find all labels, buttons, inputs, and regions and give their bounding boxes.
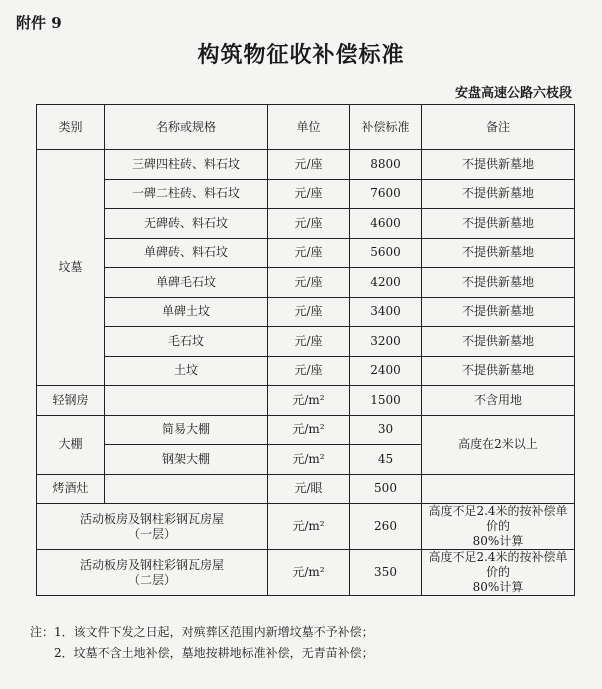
item-rate: 2400 [350, 356, 422, 386]
category-grave: 坟墓 [37, 150, 105, 386]
note-2: 2．坟墓不含土地补偿，墓地按耕地标准补偿，无青苗补偿； [54, 646, 374, 660]
item-name [105, 386, 268, 416]
item-note: 不提供新墓地 [422, 268, 575, 298]
annex-label: 附件 9 [16, 14, 62, 32]
note-line1: 高度不足2.4米的按补偿单价的 [428, 504, 568, 533]
item-rate: 7600 [350, 179, 422, 209]
item-unit: 元/m² [268, 504, 350, 550]
table-row [37, 386, 575, 416]
table-row [37, 179, 575, 209]
item-rate: 30 [350, 415, 422, 445]
item-note: 不含用地 [422, 386, 575, 416]
header-rate: 补偿标准 [350, 105, 422, 150]
table-row [37, 415, 575, 445]
item-note: 不提供新墓地 [422, 179, 575, 209]
item-note [422, 504, 575, 550]
item-name: 单碑砖、料石坟 [105, 238, 268, 268]
item-note: 不提供新墓地 [422, 238, 575, 268]
activity-room-line2: （二层） [127, 572, 176, 587]
note-line2: 80%计算 [472, 580, 524, 594]
item-name: 单碑土坟 [105, 297, 268, 327]
item-unit: 元/座 [268, 238, 350, 268]
category-distillery: 烤酒灶 [37, 474, 105, 504]
item-note: 不提供新墓地 [422, 209, 575, 239]
page-title: 构筑物征收补偿标准 [197, 42, 405, 68]
item-rate: 4200 [350, 268, 422, 298]
item-note: 不提供新墓地 [422, 150, 575, 180]
notes [30, 622, 374, 664]
table-row [37, 327, 575, 357]
header-name: 名称或规格 [105, 105, 268, 150]
table-row [37, 550, 575, 596]
item-rate: 260 [350, 504, 422, 550]
table-row [37, 474, 575, 504]
table-row [37, 356, 575, 386]
item-rate: 3200 [350, 327, 422, 357]
header-note: 备注 [422, 105, 575, 150]
note-line2: 80%计算 [472, 534, 524, 548]
header-category: 类别 [37, 105, 105, 150]
activity-room-line1: 活动板房及钢柱彩钢瓦房屋 [79, 557, 224, 572]
item-unit: 元/m² [268, 550, 350, 596]
item-rate: 1500 [350, 386, 422, 416]
item-name [105, 474, 268, 504]
item-unit: 元/座 [268, 179, 350, 209]
item-unit: 元/座 [268, 150, 350, 180]
item-name: 毛石坟 [105, 327, 268, 357]
item-name: 一碑二柱砖、料石坟 [105, 179, 268, 209]
item-note [422, 474, 575, 504]
table-row [37, 150, 575, 180]
item-rate: 8800 [350, 150, 422, 180]
item-rate: 3400 [350, 297, 422, 327]
item-unit: 元/m² [268, 386, 350, 416]
category-light-steel: 轻钢房 [37, 386, 105, 416]
item-name: 钢架大棚 [105, 445, 268, 475]
item-name: 单碑毛石坟 [105, 268, 268, 298]
item-unit: 元/座 [268, 209, 350, 239]
table-row [37, 238, 575, 268]
item-unit: 元/m² [268, 415, 350, 445]
item-name: 无碑砖、料石坟 [105, 209, 268, 239]
item-unit: 元/m² [268, 445, 350, 475]
item-rate: 4600 [350, 209, 422, 239]
table-row [37, 504, 575, 550]
section-label: 安盘高速公路六枝段 [454, 86, 572, 101]
item-unit: 元/座 [268, 297, 350, 327]
item-name: 简易大棚 [105, 415, 268, 445]
item-unit: 元/座 [268, 327, 350, 357]
category-greenhouse: 大棚 [37, 415, 105, 474]
item-unit: 元/眼 [268, 474, 350, 504]
note-1: 注：1．该文件下发之日起，对殡葬区范围内新增坟墓不予补偿； [30, 625, 374, 639]
note-line1: 高度不足2.4米的按补偿单价的 [428, 550, 568, 579]
item-note: 不提供新墓地 [422, 356, 575, 386]
item-note: 不提供新墓地 [422, 327, 575, 357]
table-row [37, 268, 575, 298]
item-note [422, 550, 575, 596]
item-unit: 元/座 [268, 268, 350, 298]
item-rate: 350 [350, 550, 422, 596]
activity-room-line1: 活动板房及钢柱彩钢瓦房屋 [79, 511, 224, 526]
activity-room-name [37, 550, 268, 596]
item-unit: 元/座 [268, 356, 350, 386]
table-row [37, 297, 575, 327]
item-rate: 5600 [350, 238, 422, 268]
item-rate: 45 [350, 445, 422, 475]
item-note: 不提供新墓地 [422, 297, 575, 327]
activity-room-line2: （一层） [127, 526, 176, 541]
compensation-table [36, 104, 575, 596]
item-rate: 500 [350, 474, 422, 504]
table-row [37, 209, 575, 239]
item-note: 高度在2米以上 [422, 415, 575, 474]
item-name: 土坟 [105, 356, 268, 386]
item-name: 三碑四柱砖、料石坟 [105, 150, 268, 180]
header-unit: 单位 [268, 105, 350, 150]
activity-room-name [37, 504, 268, 550]
